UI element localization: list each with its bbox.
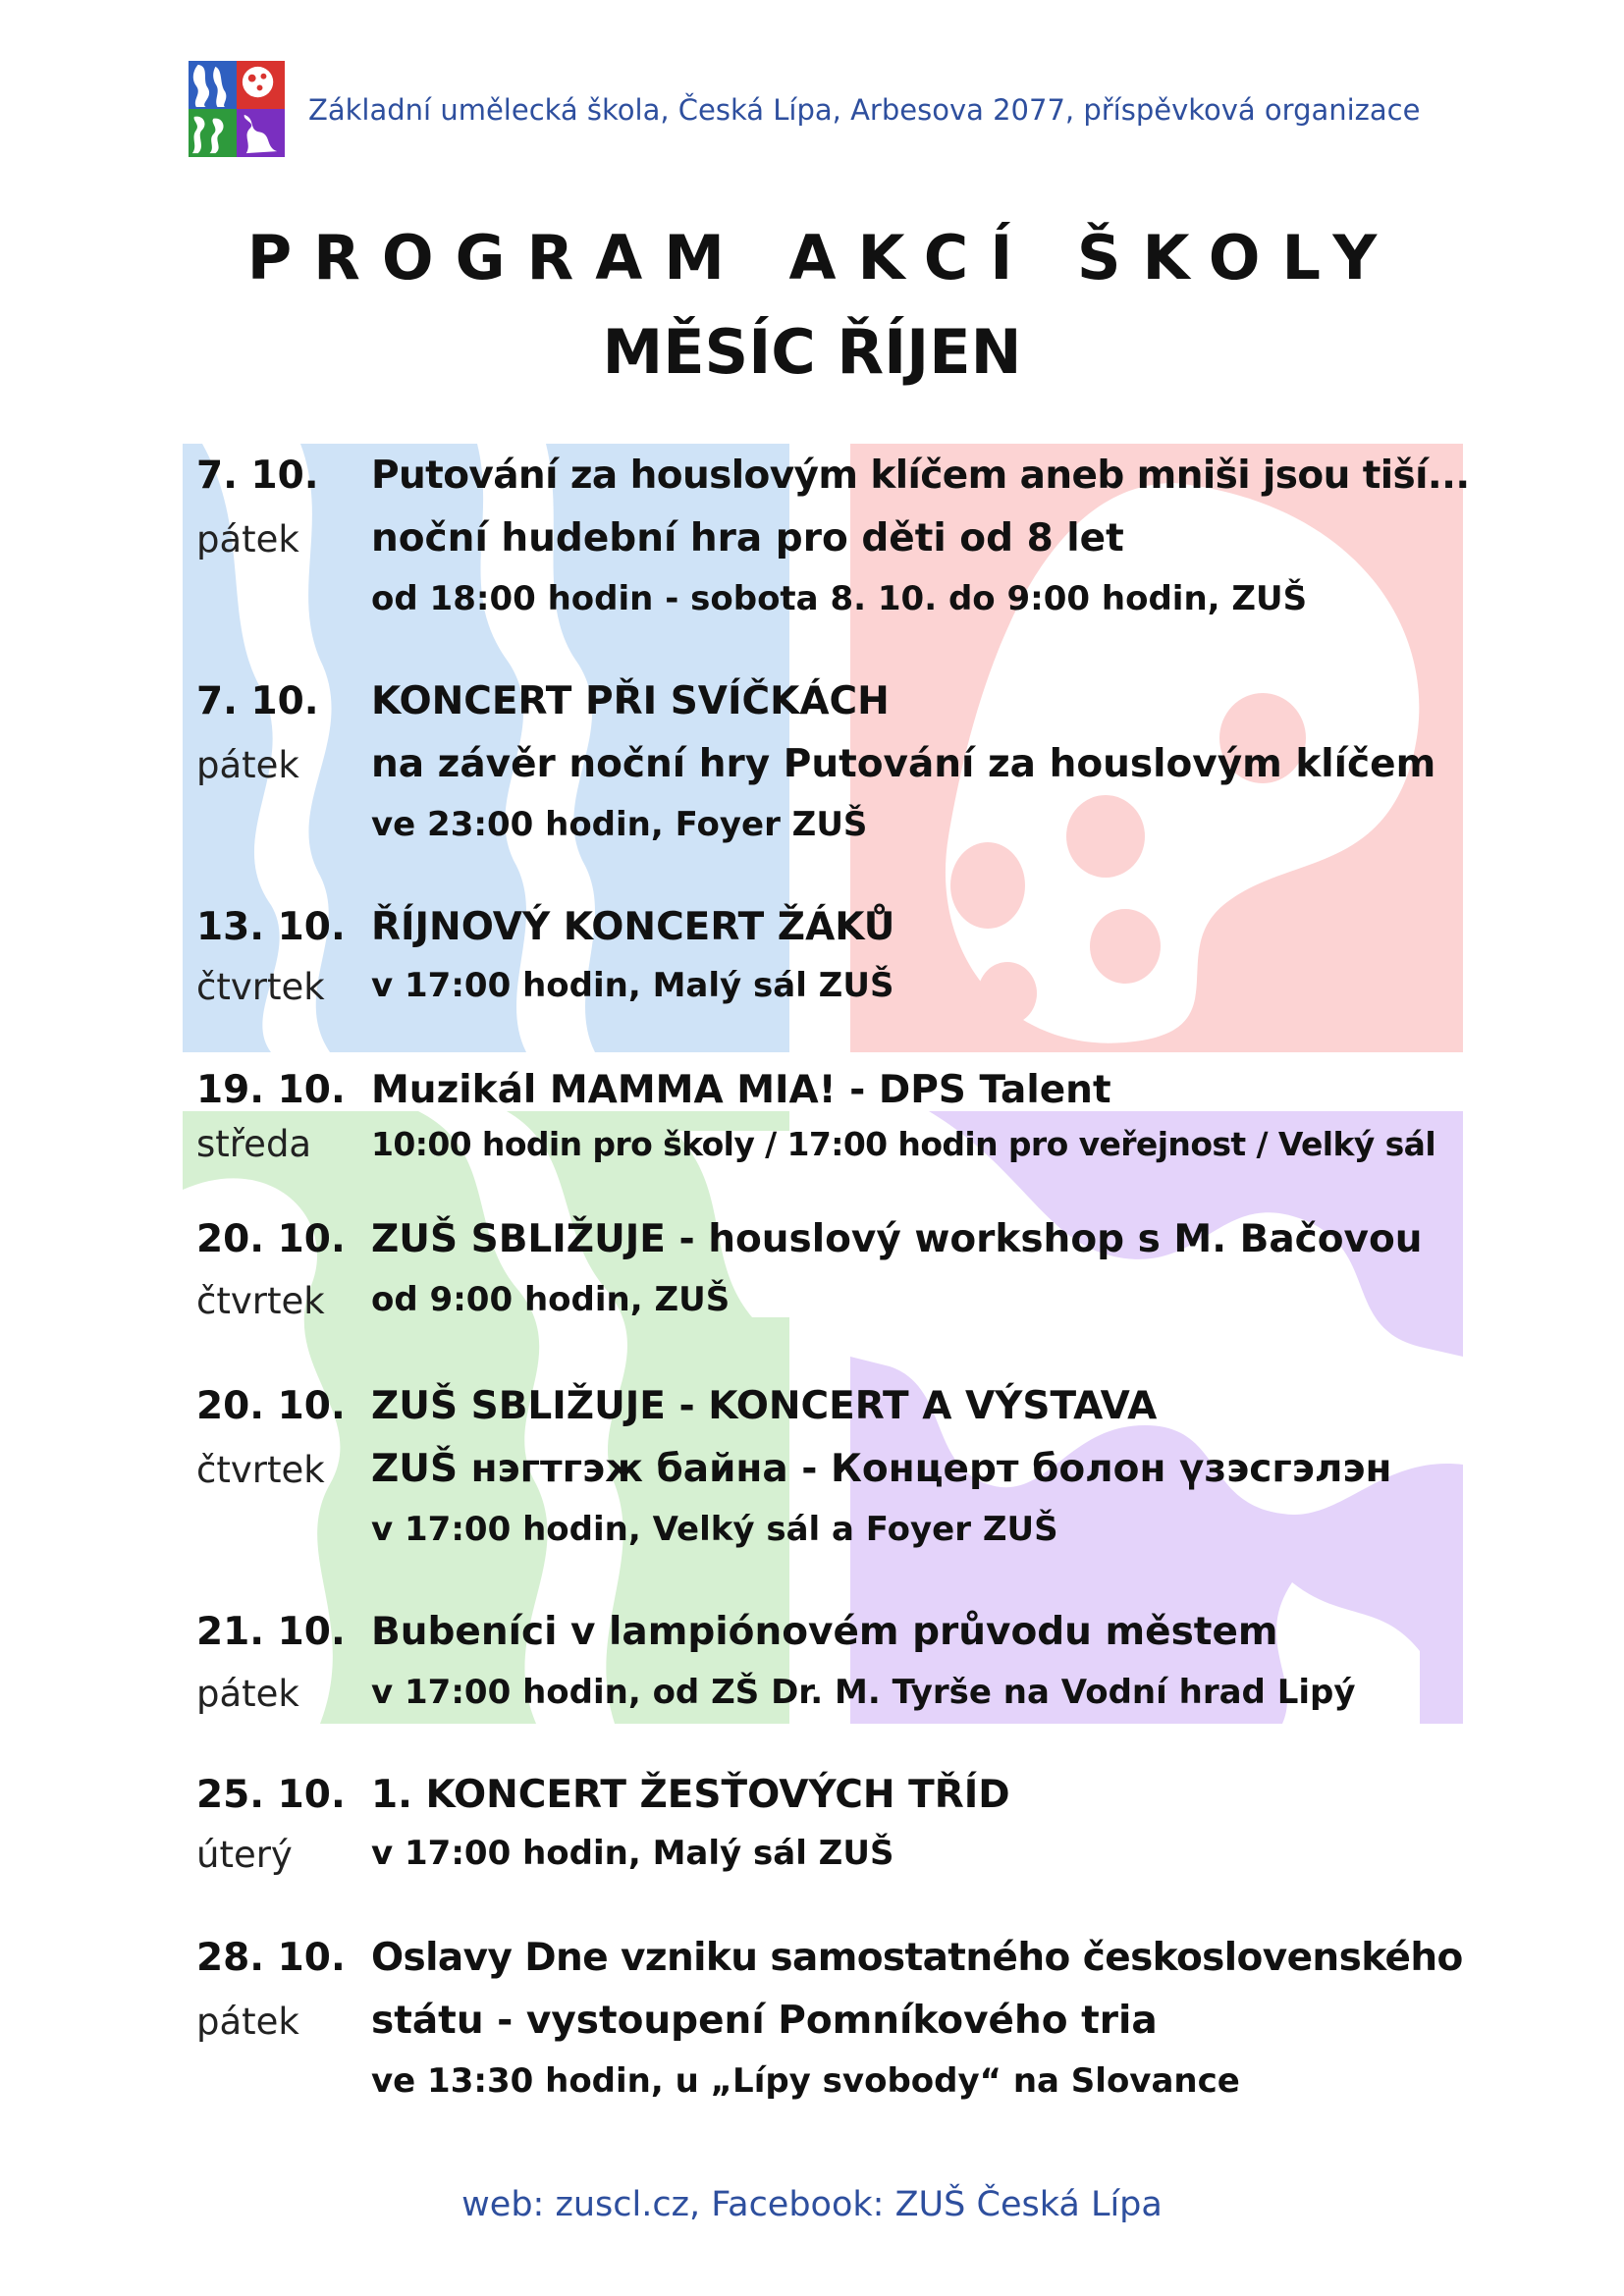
event-title: ZUŠ SBLIŽUJE - KONCERT A VÝSTAVA <box>371 1384 1158 1428</box>
event-date: 25. 10. <box>196 1773 346 1817</box>
event-date: 19. 10. <box>196 1068 346 1112</box>
event-title: Bubeníci v lampiónovém průvodu městem <box>371 1610 1278 1654</box>
event-day: středa <box>196 1123 312 1165</box>
event-time-place: v 17:00 hodin, Malý sál ZUŠ <box>371 966 894 1005</box>
event-date: 7. 10. <box>196 454 319 498</box>
event-day: pátek <box>196 518 299 561</box>
event-day: čtvrtek <box>196 1280 325 1322</box>
event-day: úterý <box>196 1834 293 1876</box>
event-day: pátek <box>196 1673 299 1715</box>
page-subtitle: MĚSÍC ŘÍJEN <box>602 316 1022 388</box>
event-date: 13. 10. <box>196 905 346 949</box>
event-subtitle: na závěr noční hry Putování za houslovým klíčem <box>371 742 1436 786</box>
event-time-place: v 17:00 hodin, Malý sál ZUŠ <box>371 1834 894 1873</box>
event-day: čtvrtek <box>196 1449 325 1491</box>
event-subtitle: noční hudební hra pro děti od 8 let <box>371 516 1124 561</box>
school-name: Základní umělecká škola, Česká Lípa, Arbesova 2077, příspěvková organizace <box>308 93 1421 127</box>
page-title: PROGRAM AKCÍ ŠKOLY <box>246 222 1399 294</box>
event-date: 21. 10. <box>196 1610 346 1654</box>
event-time-place: 10:00 hodin pro školy / 17:00 hodin pro veřejnost / Velký sál <box>371 1125 1436 1163</box>
event-time-place: od 18:00 hodin - sobota 8. 10. do 9:00 hodin, ZUŠ <box>371 579 1308 618</box>
event-subtitle: státu - vystoupení Pomníkového tria <box>371 1999 1158 2043</box>
event-time-place: v 17:00 hodin, Velký sál a Foyer ZUŠ <box>371 1510 1058 1549</box>
event-title: Putování za houslovým klíčem aneb mniši jsou tiší... <box>371 454 1470 498</box>
event-day: pátek <box>196 744 299 786</box>
event-time-place: od 9:00 hodin, ZUŠ <box>371 1280 731 1319</box>
event-time-place: ve 23:00 hodin, Foyer ZUŠ <box>371 805 868 844</box>
event-title: 1. KONCERT ŽESŤOVÝCH TŘÍD <box>371 1773 1010 1817</box>
event-date: 20. 10. <box>196 1217 346 1261</box>
event-date: 28. 10. <box>196 1936 346 1980</box>
event-title: ŘÍJNOVÝ KONCERT ŽÁKŮ <box>371 905 895 949</box>
event-date: 7. 10. <box>196 679 319 723</box>
event-title: ZUŠ SBLIŽUJE - houslový workshop s M. Bačovou <box>371 1217 1423 1261</box>
school-logo <box>189 61 285 157</box>
event-day: pátek <box>196 2001 299 2043</box>
event-title: KONCERT PŘI SVÍČKÁCH <box>371 679 890 723</box>
event-subtitle: ZUŠ нэгтгэж байна - Концерт болон үзэсгэлэн <box>371 1447 1392 1491</box>
event-date: 20. 10. <box>196 1384 346 1428</box>
event-title: Muzikál MAMMA MIA! - DPS Talent <box>371 1068 1111 1112</box>
event-time-place: v 17:00 hodin, od ZŠ Dr. M. Tyrše na Vodní hrad Lipý <box>371 1673 1356 1712</box>
footer-contact: web: zuscl.cz, Facebook: ZUŠ Česká Lípa <box>461 2185 1163 2224</box>
event-title: Oslavy Dne vzniku samostatného československého <box>371 1936 1463 1980</box>
event-day: čtvrtek <box>196 966 325 1008</box>
event-time-place: ve 13:30 hodin, u „Lípy svobody“ na Slovance <box>371 2061 1240 2101</box>
